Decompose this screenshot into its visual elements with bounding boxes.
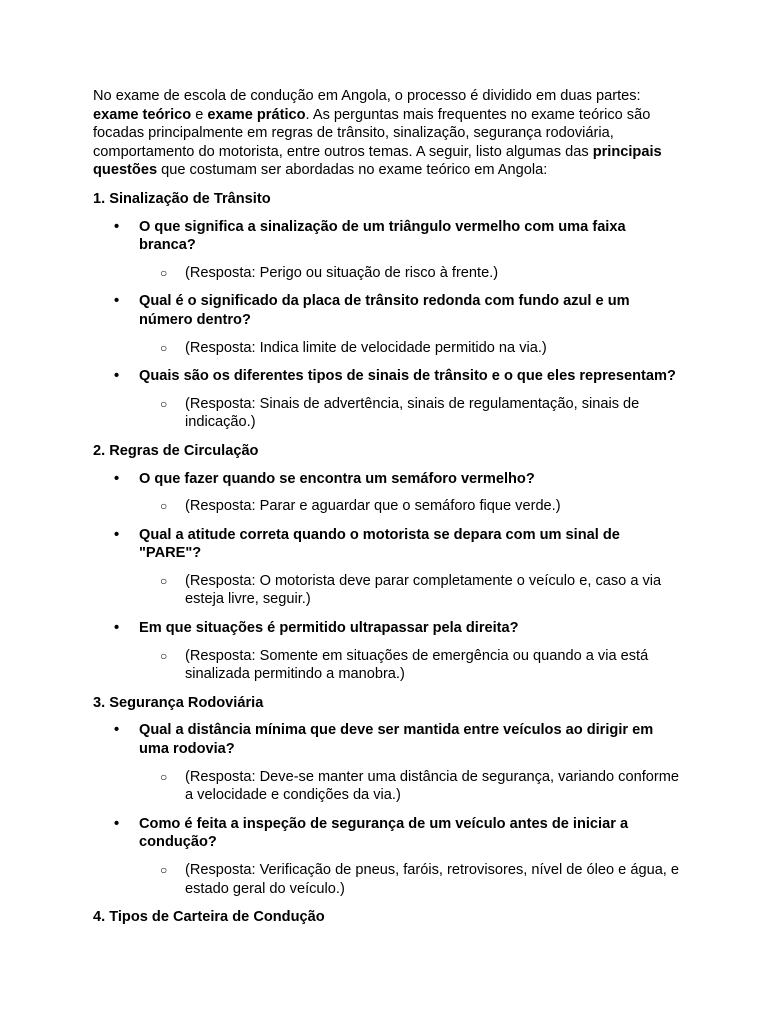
bullet-icon: •: [114, 470, 120, 487]
document-content: [93, 87, 683, 927]
question-item: [93, 218, 683, 283]
answer-list: [139, 768, 683, 805]
bullet-icon: •: [114, 815, 120, 832]
intro-bold-principais-questoes: principais questões: [93, 143, 662, 179]
question-text: Qual a atitude correta quando o motorista se depara com um sinal de "PARE"?: [139, 526, 620, 562]
answer-item: [139, 647, 683, 684]
answer-list: [139, 264, 683, 283]
question-list-sinalizacao: [93, 218, 683, 432]
answer-text: (Resposta: Verificação de pneus, faróis, retrovisores, nível de óleo e água, e estado geral do veículo.): [185, 862, 680, 897]
answer-text: (Resposta: O motorista deve parar completamente o veículo e, caso a via esteja livre, seguir.): [185, 572, 662, 608]
section-heading-regras-circulacao: 2. Regras de Circulação: [93, 442, 259, 459]
bullet-icon: •: [114, 620, 120, 637]
answer-item: [139, 339, 683, 358]
bullet-icon: •: [114, 368, 120, 385]
circle-bullet-icon: ○: [160, 340, 168, 355]
question-item: [93, 526, 683, 609]
question-text: O que fazer quando se encontra um semáforo vermelho?: [139, 470, 535, 487]
section-heading-tipos-carteira: 4. Tipos de Carteira de Condução: [93, 909, 325, 926]
bullet-icon: •: [114, 293, 120, 310]
answer-item: [139, 768, 683, 805]
circle-bullet-icon: ○: [160, 769, 168, 784]
question-item: [93, 815, 683, 898]
answer-text: (Resposta: Parar e aguardar que o semáforo fique verde.): [185, 498, 561, 515]
intro-text-3: . As perguntas mais frequentes no exame teórico são focadas principalmente em regras de trânsito, sinalização, segurança rodoviária, comportamento do motorista, entre outros temas. A seguir, listo algumas das: [93, 106, 651, 160]
intro-text-2: e: [191, 106, 208, 123]
bullet-icon: •: [114, 218, 120, 235]
intro-paragraph: [93, 87, 683, 180]
intro-text-1: No exame de escola de condução em Angola, o processo é dividido em duas partes:: [93, 88, 641, 104]
intro-text-4: que costumam ser abordadas no exame teórico em Angola:: [157, 162, 548, 179]
circle-bullet-icon: ○: [160, 499, 168, 514]
circle-bullet-icon: ○: [160, 265, 168, 280]
answer-item: [139, 572, 683, 609]
circle-bullet-icon: ○: [160, 863, 168, 877]
answer-item: [139, 264, 683, 283]
answer-text: (Resposta: Perigo ou situação de risco à frente.): [185, 264, 499, 281]
answer-list: [139, 497, 683, 516]
answer-item: [139, 497, 683, 516]
answer-list: [139, 339, 683, 358]
intro-bold-exame-pratico: exame prático: [207, 106, 306, 123]
question-text: O que significa a sinalização de um triângulo vermelho com uma faixa branca?: [139, 218, 626, 254]
answer-item: [139, 395, 683, 432]
question-list-seguranca-rodoviaria: [93, 721, 683, 898]
section-heading-sinalizacao: 1. Sinalização de Trânsito: [93, 190, 271, 207]
question-text: Qual é o significado da placa de trânsito redonda com fundo azul e um número dentro?: [139, 293, 630, 328]
answer-list: [139, 647, 683, 684]
answer-list: [139, 861, 683, 898]
question-list-regras-circulacao: [93, 470, 683, 684]
circle-bullet-icon: ○: [160, 396, 168, 411]
question-item: [93, 367, 683, 432]
answer-text: (Resposta: Deve-se manter uma distância de segurança, variando conforme a velocidade e condições da via.): [185, 768, 680, 804]
answer-text: (Resposta: Indica limite de velocidade permitido na via.): [185, 339, 547, 356]
question-text: Em que situações é permitido ultrapassar pela direita?: [139, 620, 519, 637]
bullet-icon: •: [114, 722, 120, 739]
question-text: Como é feita a inspeção de segurança de um veículo antes de iniciar a condução?: [139, 815, 629, 851]
section-heading-seguranca-rodoviaria: 3. Segurança Rodoviária: [93, 694, 264, 711]
question-item: [93, 619, 683, 684]
answer-list: [139, 572, 683, 609]
circle-bullet-icon: ○: [160, 648, 168, 663]
question-item: [93, 721, 683, 804]
question-text: Quais são os diferentes tipos de sinais de trânsito e o que eles representam?: [139, 368, 676, 385]
question-item: [93, 292, 683, 357]
circle-bullet-icon: ○: [160, 573, 168, 588]
answer-text: (Resposta: Somente em situações de emergência ou quando a via está sinalizada permitindo a manobra.): [185, 647, 649, 683]
answer-item: [139, 861, 683, 898]
bullet-icon: •: [114, 526, 120, 543]
answer-list: [139, 395, 683, 432]
question-item: [93, 470, 683, 516]
question-text: Qual a distância mínima que deve ser mantida entre veículos ao dirigir em uma rodovia?: [139, 722, 654, 758]
answer-text: (Resposta: Sinais de advertência, sinais de regulamentação, sinais de indicação.): [185, 395, 640, 431]
intro-bold-exame-teorico: exame teórico: [93, 106, 192, 123]
